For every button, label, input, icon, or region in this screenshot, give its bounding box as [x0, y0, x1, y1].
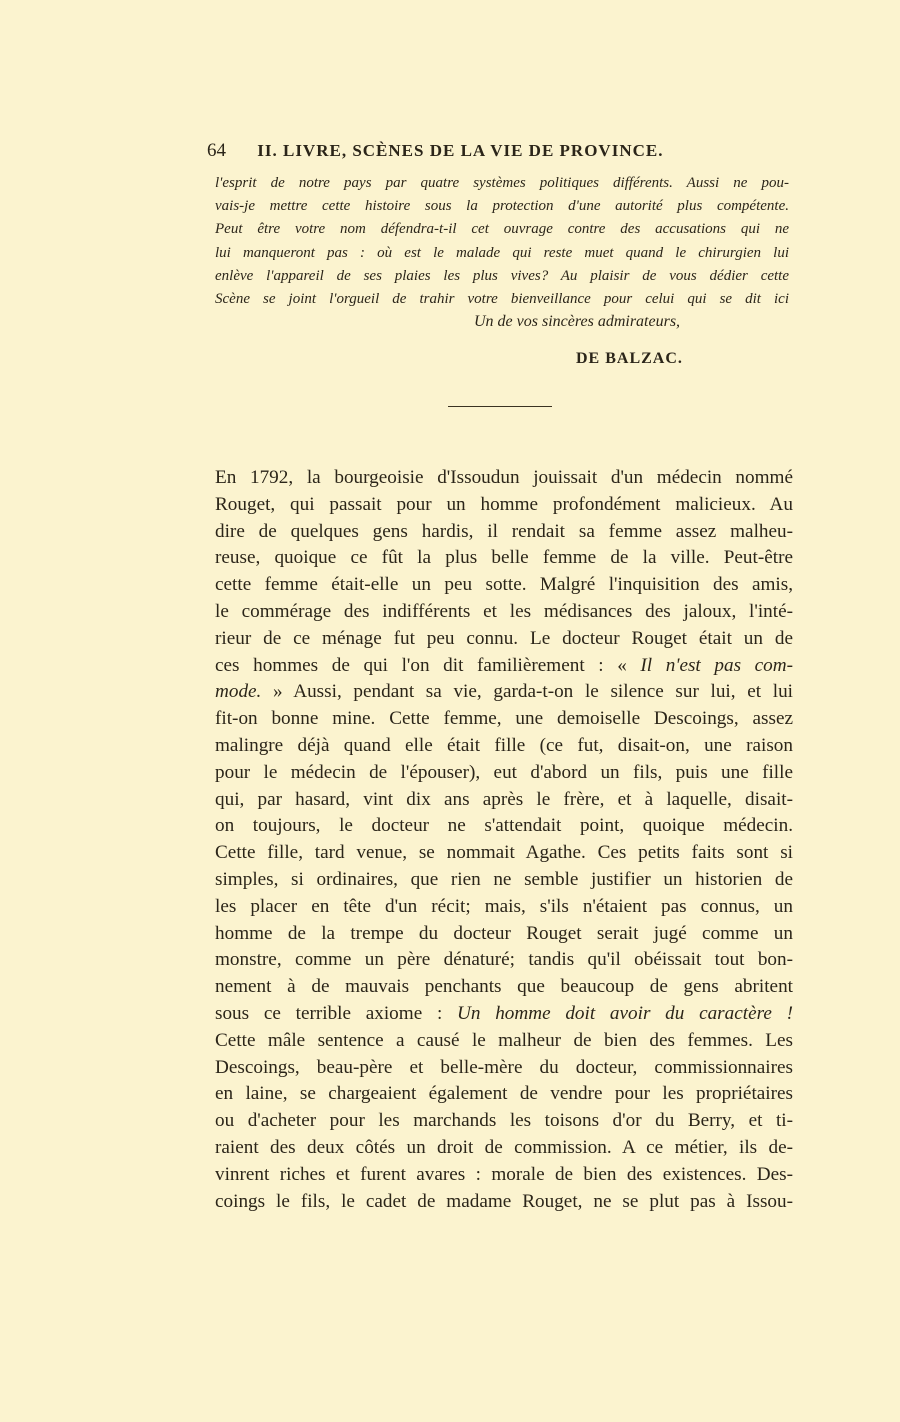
body-line [215, 465, 793, 492]
italic-text: mode. [215, 681, 262, 703]
text-segment: Cette fille, tard venue, se nommait Agathe. Ces petits faits sont si [215, 842, 793, 864]
text-segment: sous ce terrible axiome : [215, 1002, 458, 1024]
body-line [215, 840, 793, 867]
text-segment: le commérage des indifférents et les médisances des jaloux, l'inté- [215, 600, 793, 622]
text-segment: vinrent riches et furent avares : morale de bien des existences. Des- [215, 1163, 793, 1185]
body-line [215, 1135, 793, 1162]
text-segment: pour le médecin de l'épouser), eut d'abord un fils, puis une fille [215, 761, 793, 783]
text-segment: raient des deux côtés un droit de commission. A ce métier, ils de- [215, 1136, 793, 1158]
dedication-text [215, 172, 789, 311]
body-line [215, 787, 793, 814]
body-line [215, 1081, 793, 1108]
body-line [215, 492, 793, 519]
text-segment: en laine, se chargeaient également de vendre pour les propriétaires [215, 1083, 793, 1105]
body-line [215, 653, 793, 680]
text-segment: homme de la trempe du docteur Rouget serait jugé comme un [215, 922, 793, 944]
body-line [215, 545, 793, 572]
body-line [215, 599, 793, 626]
body-line [215, 626, 793, 653]
dedication-line: l'esprit de notre pays par quatre systèmes politiques différents. Aussi ne pou- [215, 175, 789, 191]
dedication-line: enlève l'appareil de ses plaies les plus vives? Au plaisir de vous dédier cette [215, 267, 789, 284]
dedication-line: vais-je mettre cette histoire sous la protection d'une autorité plus compétente. [215, 198, 789, 215]
body-line [215, 947, 793, 974]
section-divider [448, 406, 552, 407]
dedication-line: Scène se joint l'orgueil de trahir votre bienveillance pour celui qui se dit ici [215, 291, 789, 308]
text-segment: malingre déjà quand elle était fille (ce fut, disait-on, une raison [215, 734, 793, 756]
text-segment: rieur de ce ménage fut peu connu. Le docteur Rouget était un de [215, 627, 793, 649]
body-line [215, 1028, 793, 1055]
text-segment: monstre, comme un père dénaturé; tandis qu'il obéissait tout bon- [215, 949, 793, 971]
body-line [215, 1108, 793, 1135]
body-line [215, 1055, 793, 1082]
text-segment: qui, par hasard, vint dix ans après le frère, et à laquelle, disait- [215, 788, 793, 810]
text-segment: En 1792, la bourgeoisie d'Issoudun jouissait d'un médecin nommé [215, 467, 793, 488]
text-segment: ces hommes de qui l'on dit familièrement : « [215, 654, 641, 676]
body-line [215, 921, 793, 948]
text-segment: cette femme était-elle un peu sotte. Malgré l'inquisition des amis, [215, 574, 793, 596]
dedication-line: lui manqueront pas : où est le malade qui reste muet quand le chirurgien lui [215, 244, 789, 261]
text-segment: » Aussi, pendant sa vie, garda-t-on le silence sur lui, et lui [261, 681, 793, 703]
body-line [215, 1001, 793, 1028]
text-segment: Descoings, beau-père et belle-mère du docteur, commissionnaires [215, 1056, 793, 1078]
text-segment: fit-on bonne mine. Cette femme, une demoiselle Descoings, assez [215, 708, 793, 730]
body-line [215, 813, 793, 840]
text-segment: on toujours, le docteur ne s'attendait point, quoique médecin. [215, 815, 793, 837]
body-line [215, 572, 793, 599]
author-signature: DE BALZAC. [576, 350, 683, 367]
page-number: 64 [207, 140, 226, 161]
body-line [215, 867, 793, 894]
italic-text: Un homme doit avoir du caractère ! [457, 1002, 793, 1024]
body-line [215, 1162, 793, 1189]
text-segment: simples, si ordinaires, que rien ne semble justifier un historien de [215, 868, 793, 890]
text-segment: nement à de mauvais penchants que beaucoup de gens abritent [215, 976, 793, 998]
body-line [215, 974, 793, 1001]
body-line [215, 519, 793, 546]
dedication-line: Peut être votre nom défendra-t-il cet ouvrage contre des accusations qui ne [215, 221, 789, 238]
body-line [215, 894, 793, 921]
text-segment: ou d'acheter pour les marchands les toisons d'or du Berry, et ti- [215, 1110, 793, 1132]
body-line [215, 1189, 793, 1216]
italic-text: Il n'est pas com- [640, 654, 793, 676]
text-segment: Cette mâle sentence a causé le malheur de bien des femmes. Les [215, 1029, 793, 1051]
running-header [207, 140, 717, 162]
body-line [215, 733, 793, 760]
body-text [215, 465, 793, 1215]
text-segment: les placer en tête d'un récit; mais, s'ils n'étaient pas connus, un [215, 895, 793, 917]
body-line [215, 706, 793, 733]
text-segment: reuse, quoique ce fût la plus belle femme de la ville. Peut-être [215, 547, 793, 569]
running-title: II. LIVRE, SCÈNES DE LA VIE DE PROVINCE. [257, 141, 664, 160]
body-line [215, 760, 793, 787]
body-line [215, 679, 793, 706]
text-segment: dire de quelques gens hardis, il rendait sa femme assez malheu- [215, 520, 793, 542]
text-segment: coings le fils, le cadet de madame Rouget, ne se plut pas à Issou- [215, 1190, 793, 1212]
dedication-closing: Un de vos sincères admirateurs, [474, 313, 681, 330]
text-segment: Rouget, qui passait pour un homme profondément malicieux. Au [215, 493, 793, 515]
